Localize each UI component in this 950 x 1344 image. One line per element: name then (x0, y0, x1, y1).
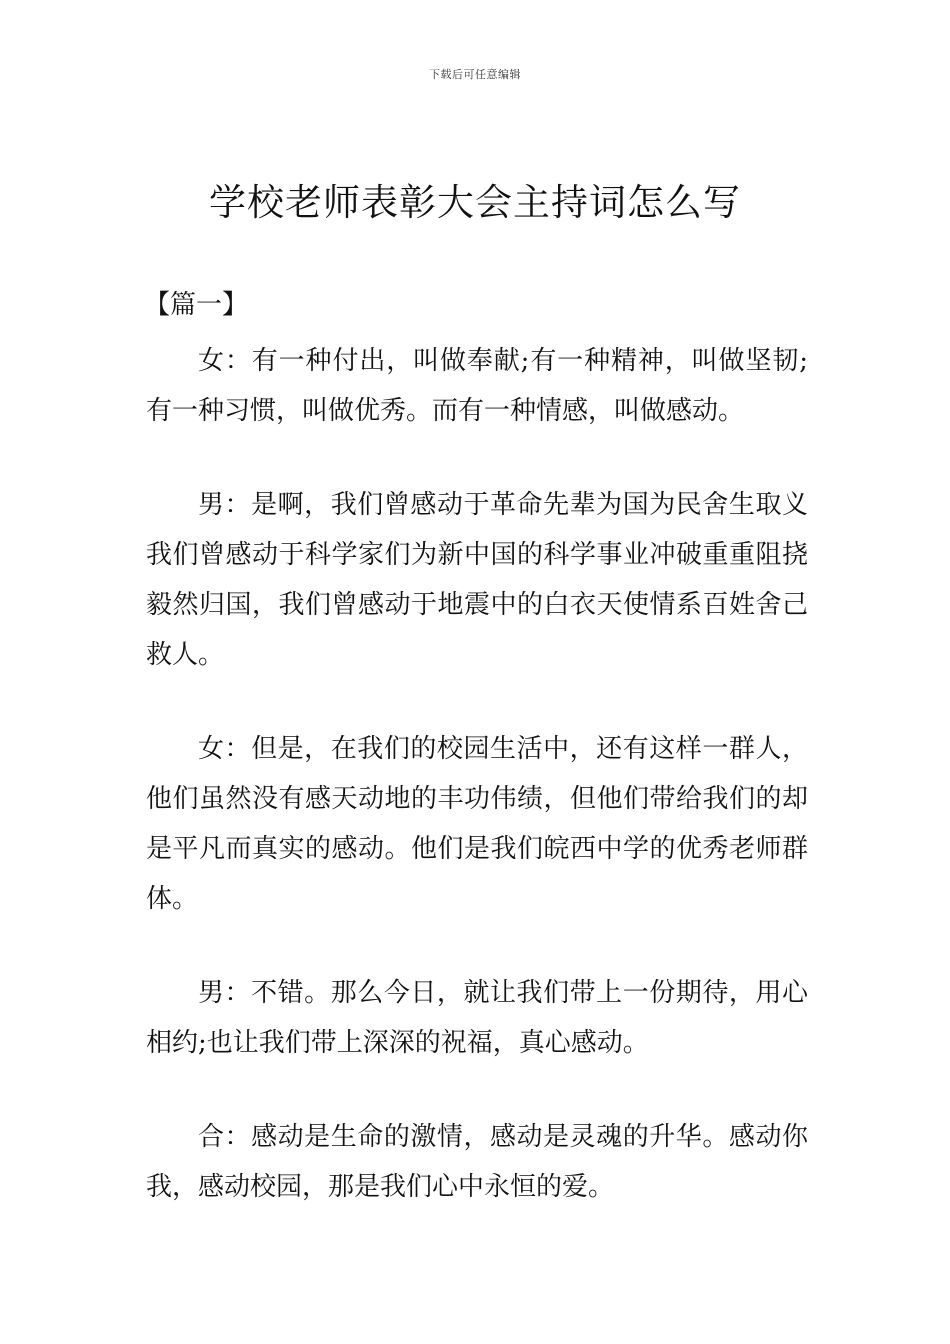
paragraph-5: 合：感动是生命的激情，感动是灵魂的升华。感动你我，感动校园，那是我们心中永恒的爱。 (146, 1122, 808, 1202)
paragraph-1: 女：有一种付出，叫做奉献;有一种精神，叫做坚韧;有一种习惯，叫做优秀。而有一种情感，叫做感动。 (146, 346, 808, 426)
section-label: 【篇一】 (144, 290, 249, 320)
paragraph-2: 男：是啊，我们曾感动于革命先辈为国为民舍生取义我们曾感动于科学家们为新中国的科学事业冲破重重阻挠毅然归国，我们曾感动于地震中的白衣天使情系百姓舍己救人。 (146, 490, 808, 670)
document-title: 学校老师表彰大会主持词怎么写 (209, 181, 741, 224)
paragraph-3: 女：但是，在我们的校园生活中，还有这样一群人，他们虽然没有感天动地的丰功伟绩，但他们带给我们的却是平凡而真实的感动。他们是我们皖西中学的优秀老师群体。 (146, 734, 808, 914)
document-body (146, 280, 808, 1212)
header-note: 下载后可任意编辑 (429, 68, 521, 81)
paragraph-4: 男：不错。那么今日，就让我们带上一份期待，用心相约;也让我们带上深深的祝福，真心感动。 (146, 978, 808, 1058)
